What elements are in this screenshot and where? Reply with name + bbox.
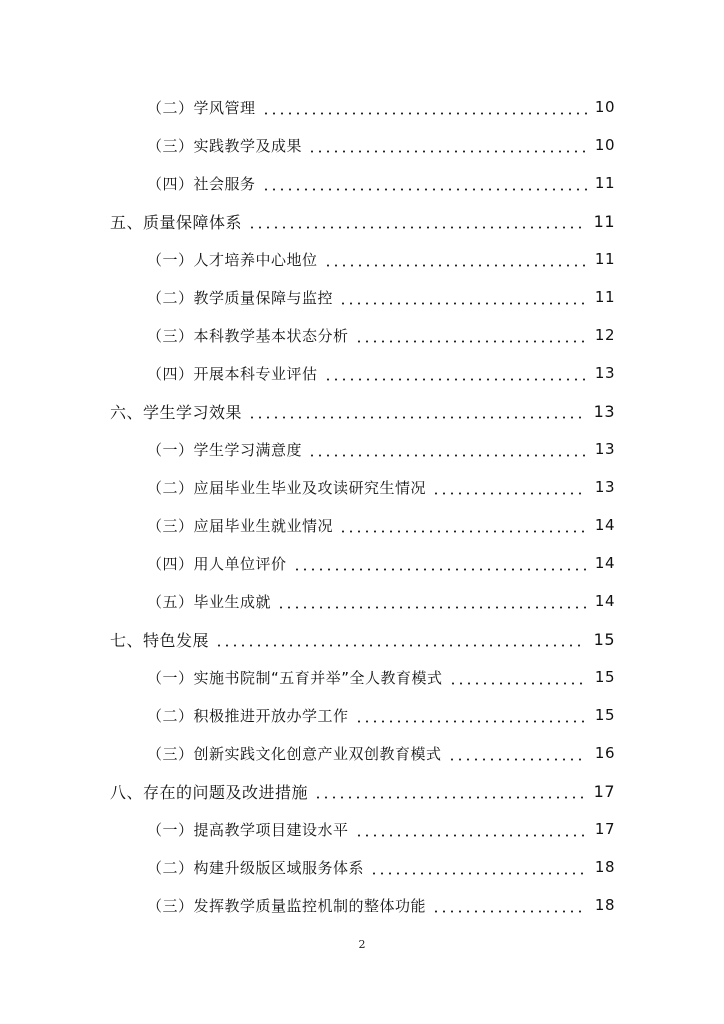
dot-leader: [314, 796, 586, 799]
toc-entry[interactable]: [147, 168, 615, 198]
toc-entry-page: 14: [594, 516, 615, 534]
toc-entry[interactable]: [147, 700, 615, 730]
toc-entry[interactable]: [147, 738, 615, 768]
toc-entry-page: 12: [594, 326, 615, 344]
dot-leader: [432, 492, 587, 495]
dot-leader: [448, 758, 587, 761]
toc-entry-label: （三）本科教学基本状态分析: [147, 326, 349, 345]
toc-entry-label: 八、存在的问题及改进措施: [110, 782, 309, 802]
toc-entry-page: 13: [594, 364, 615, 382]
toc-entry-page: 15: [593, 629, 615, 649]
toc-entry[interactable]: [147, 586, 615, 616]
toc-entry-label: （五）毕业生成就: [147, 592, 272, 611]
dot-leader: [262, 188, 587, 191]
dot-leader: [355, 720, 587, 723]
toc-entry-page: 17: [593, 781, 615, 801]
toc-entry-page: 13: [594, 478, 615, 496]
toc-entry[interactable]: [147, 92, 615, 122]
dot-leader: [293, 568, 587, 571]
toc-entry-page: 13: [594, 440, 615, 458]
toc-entry-label: （四）开展本科专业评估: [147, 364, 318, 383]
toc-entry-label: （二）应届毕业生毕业及攻读研究生情况: [147, 478, 427, 497]
toc-entry-label: （二）积极推进开放办学工作: [147, 706, 349, 725]
toc-entry-label: 六、学生学习效果: [110, 402, 243, 422]
toc-entry-page: 14: [594, 554, 615, 572]
toc-entry-label: （一）提高教学项目建设水平: [147, 820, 349, 839]
toc-section-entry[interactable]: [110, 776, 615, 806]
toc-entry-page: 16: [594, 744, 615, 762]
toc-entry[interactable]: [147, 662, 615, 692]
toc-entry[interactable]: [147, 130, 615, 160]
toc-entry[interactable]: [147, 814, 615, 844]
dot-leader: [248, 416, 586, 419]
toc-entry-page: 18: [594, 896, 615, 914]
dot-leader: [277, 606, 587, 609]
page-number-footer: 2: [358, 938, 366, 951]
toc-entry-page: 10: [594, 136, 615, 154]
toc-entry[interactable]: [147, 510, 615, 540]
toc-entry-label: （一）人才培养中心地位: [147, 250, 318, 269]
toc-entry-label: （三）应届毕业生就业情况: [147, 516, 334, 535]
dot-leader: [248, 226, 586, 229]
dot-leader: [355, 340, 587, 343]
toc-entry[interactable]: [147, 434, 615, 464]
dot-leader: [432, 910, 587, 913]
dot-leader: [355, 834, 587, 837]
dot-leader: [308, 150, 587, 153]
toc-entry-label: （一）实施书院制“五育并举”全人教育模式: [147, 668, 443, 687]
toc-entry[interactable]: [147, 852, 615, 882]
toc-section-entry[interactable]: [110, 624, 615, 654]
toc-entry-page: 11: [594, 174, 615, 192]
toc-entry-label: （四）用人单位评价: [147, 554, 287, 573]
toc-entry[interactable]: [147, 320, 615, 350]
toc-entry[interactable]: [147, 282, 615, 312]
toc-entry[interactable]: [147, 358, 615, 388]
dot-leader: [324, 264, 587, 267]
toc-entry[interactable]: [147, 890, 615, 920]
toc-entry[interactable]: [147, 472, 615, 502]
toc-entry-page: 15: [594, 668, 615, 686]
toc-entry-page: 10: [594, 98, 615, 116]
toc-entry-page: 11: [594, 250, 615, 268]
toc-entry-page: 14: [594, 592, 615, 610]
dot-leader: [449, 682, 587, 685]
toc-entry-label: （三）实践教学及成果: [147, 136, 303, 155]
toc-entry[interactable]: [147, 244, 615, 274]
toc-entry-label: （三）发挥教学质量监控机制的整体功能: [147, 896, 427, 915]
dot-leader: [262, 112, 587, 115]
toc-entry-page: 11: [593, 211, 615, 231]
toc-entry-label: （四）社会服务: [147, 174, 256, 193]
toc-entry-label: 五、质量保障体系: [110, 212, 243, 232]
dot-leader: [339, 530, 587, 533]
dot-leader: [370, 872, 587, 875]
dot-leader: [215, 644, 586, 647]
toc-entry-label: （二）构建升级版区域服务体系: [147, 858, 365, 877]
toc-entry-label: （二）教学质量保障与监控: [147, 288, 334, 307]
toc-entry-label: （一）学生学习满意度: [147, 440, 303, 459]
toc-entry-page: 18: [594, 858, 615, 876]
toc-entry-page: 11: [594, 288, 615, 306]
toc-entry-page: 13: [593, 401, 615, 421]
dot-leader: [324, 378, 587, 381]
toc-entry-page: 17: [594, 820, 615, 838]
toc-entry-label: （二）学风管理: [147, 98, 256, 117]
toc-entry-label: 七、特色发展: [110, 630, 210, 650]
toc-section-entry[interactable]: [110, 396, 615, 426]
toc-entry[interactable]: [147, 548, 615, 578]
dot-leader: [308, 454, 587, 457]
toc-section-entry[interactable]: [110, 206, 615, 236]
toc-entry-page: 15: [594, 706, 615, 724]
dot-leader: [339, 302, 587, 305]
toc-entry-label: （三）创新实践文化创意产业双创教育模式: [147, 744, 442, 763]
